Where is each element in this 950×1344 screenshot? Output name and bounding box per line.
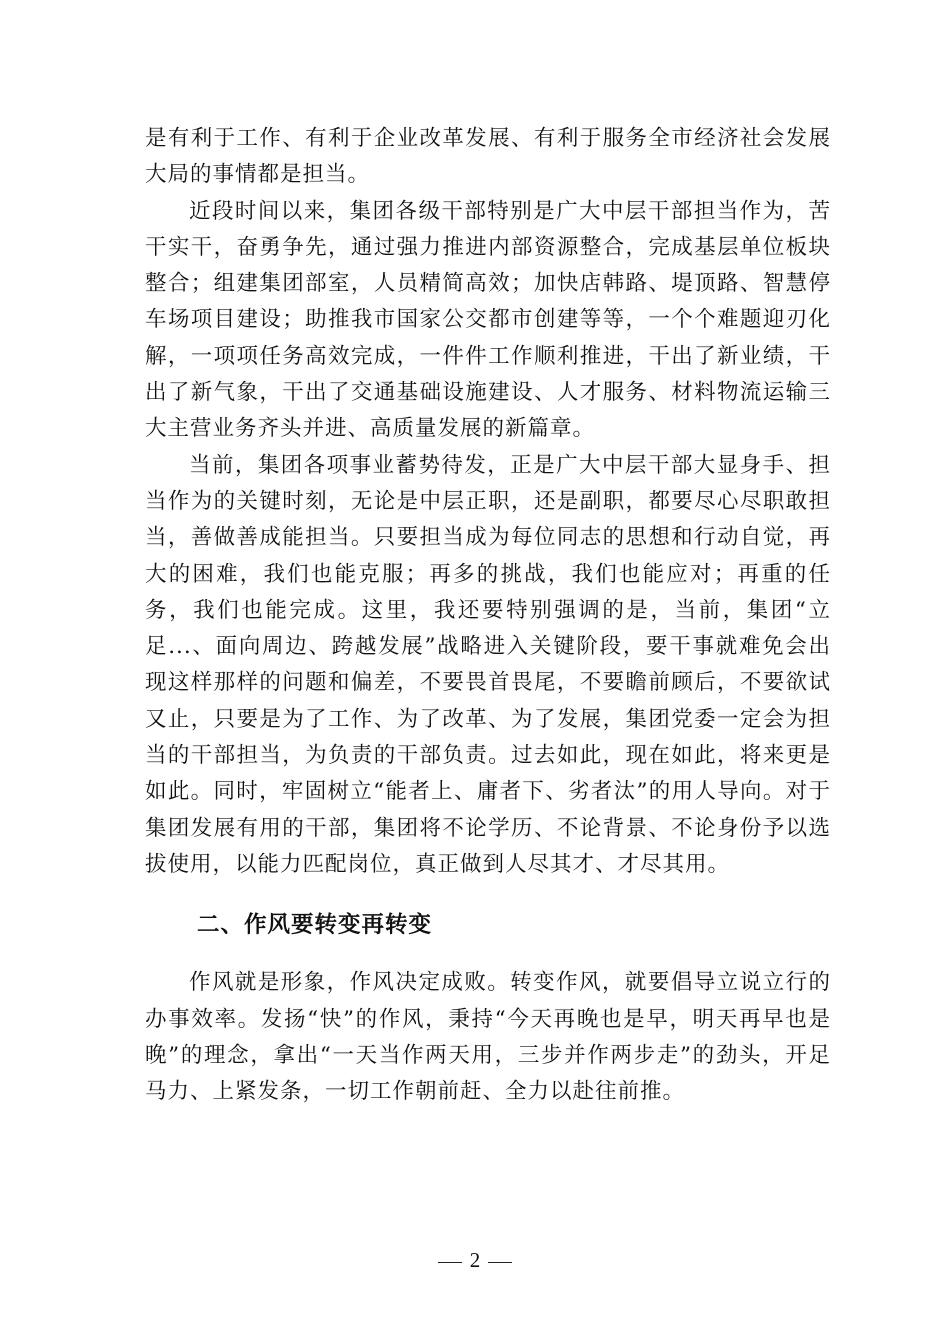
- page-number-footer: [0, 1245, 950, 1275]
- paragraph-continuation: 是有利于工作、有利于企业改革发展、有利于服务全市经济社会发展大局的事情都是担当。: [145, 126, 831, 188]
- paragraph-recent-achievements: 近段时间以来，集团各级干部特别是广大中层干部担当作为，苦干实干，奋勇争先，通过强力推进内部资源整合，完成基层单位板块整合；组建集团部室，人员精简高效；加快店韩路、堤顶路、智慧停车场项目建设；助推我市国家公交都市创建等等，一个个难题迎刃化解，一项项任务高效完成，一件件工作顺利推进，干出了新业绩，干出了新气象，干出了交通基础设施建设、人才服务、材料物流运输三大主营业务齐头并进、高质量发展的新篇章。: [145, 198, 831, 442]
- right-dash: [488, 1262, 512, 1263]
- document-body: [145, 121, 831, 1110]
- page-number: 2: [469, 1248, 481, 1272]
- paragraph-work-style: 作风就是形象，作风决定成败。转变作风，就要倡导立说立行的办事效率。发扬“快”的作风，秉持“今天再晚也是早，明天再早也是晚”的理念，拿出“一天当作两天用，三步并作两步走”的劲头，开足马力、上紧发条，一切工作朝前赶、全力以赴往前推。: [145, 970, 831, 1105]
- paragraph-current-situation: 当前，集团各项事业蓄势待发，正是广大中层干部大显身手、担当作为的关键时刻，无论是中层正职，还是副职，都要尽心尽职敢担当，善做善成能担当。只要担当成为每位同志的思想和行动自觉，再大的困难，我们也能克服；再多的挑战，我们也能应对；再重的任务，我们也能完成。这里，我还要特别强调的是，当前，集团“立足...、面向周边、跨越发展”战略进入关键阶段，要干事就难免会出现这样那样的问题和偏差，不要畏首畏尾，不要瞻前顾后，不要欲试又止，只要是为了工作、为了改革、为了发展，集团党委一定会为担当的干部担当，为负责的干部负责。过去如此，现在如此，将来更是如此。同时，牢固树立“能者上、庸者下、劣者汰”的用人导向。对于集团发展有用的干部，集团将不论学历、不论背景、不论身份予以选拔使用，以能力匹配岗位，真正做到人尽其才、才尽其用。: [145, 452, 831, 877]
- left-dash: [438, 1262, 462, 1263]
- section-heading: 二、作风要转变再转变: [197, 912, 433, 939]
